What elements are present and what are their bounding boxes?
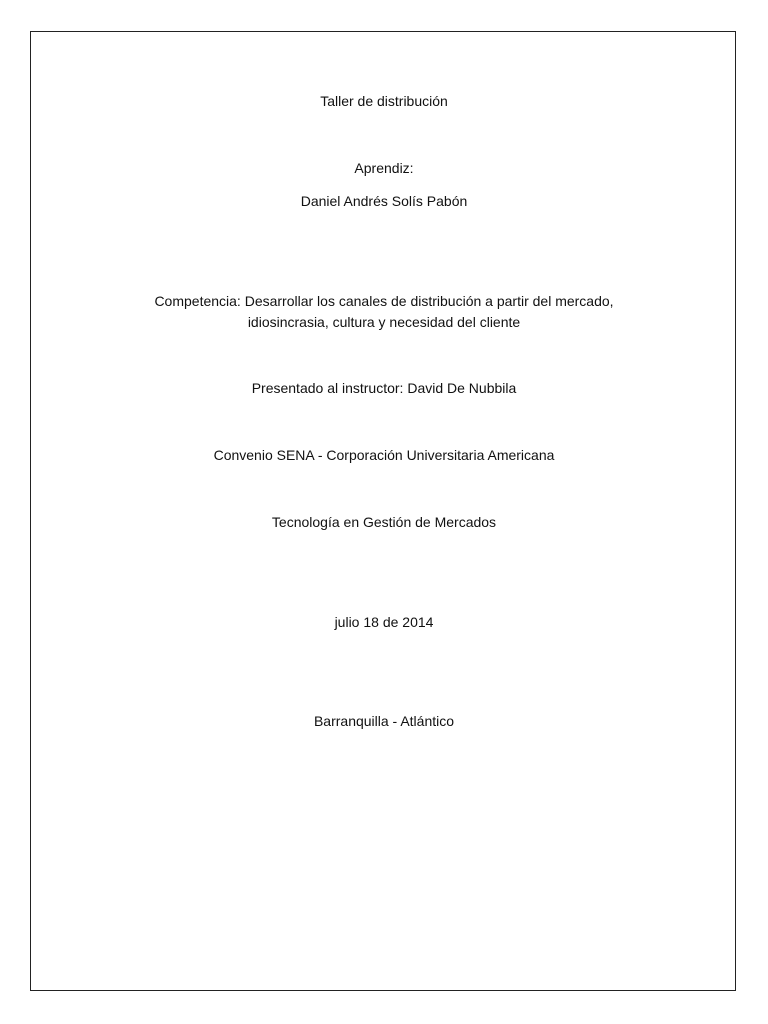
place-line: Barranquilla - Atlántico (313, 713, 455, 729)
program-line: Tecnología en Gestión de Mercados (271, 514, 497, 530)
instructor-line: Presentado al instructor: David De Nubbila (251, 380, 517, 396)
competence-line-1: Competencia: Desarrollar los canales de distribución a partir del mercado, (154, 293, 614, 309)
document-page (30, 31, 736, 991)
document-title: Taller de distribución (320, 93, 448, 109)
agreement-line: Convenio SENA - Corporación Universitaria Americana (213, 447, 555, 463)
competence-line-2: idiosincrasia, cultura y necesidad del cliente (247, 314, 521, 330)
apprentice-label: Aprendiz: (354, 160, 414, 176)
apprentice-name: Daniel Andrés Solís Pabón (300, 193, 468, 209)
date-line: julio 18 de 2014 (334, 614, 434, 630)
